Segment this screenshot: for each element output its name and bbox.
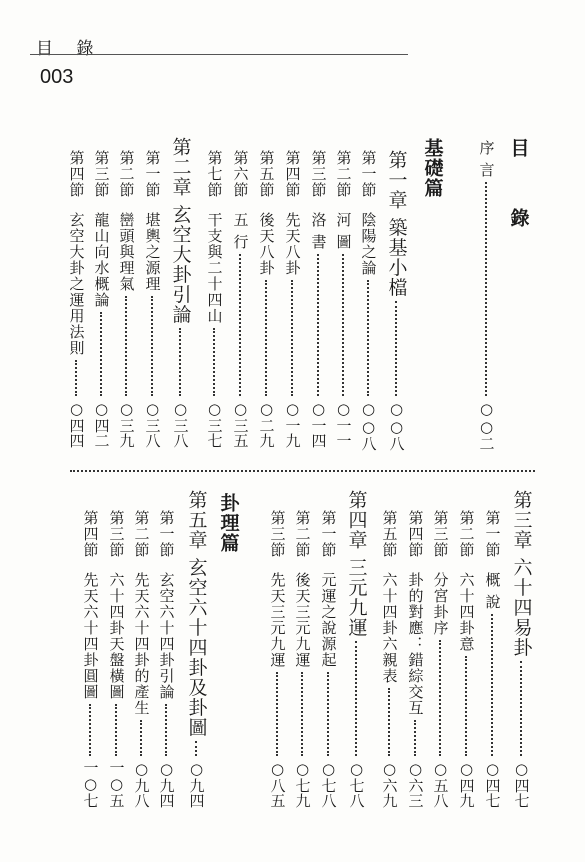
section-title: 先天八卦 <box>283 212 302 276</box>
section-label <box>134 510 149 716</box>
leader-dots <box>265 280 267 396</box>
section-label <box>361 150 376 276</box>
leader-dots <box>301 672 303 756</box>
page-number-ref: ○四四 <box>67 400 86 448</box>
page-number-ref: ○四七 <box>512 760 531 808</box>
leader-dots <box>395 301 397 396</box>
section-label <box>336 150 351 250</box>
page-header-title: 目 錄 <box>36 39 103 59</box>
section-label <box>382 510 397 684</box>
section-number: 第五節 <box>257 150 276 198</box>
page-number-ref: ○三五 <box>231 400 250 448</box>
leader-dots <box>491 614 493 756</box>
leader-dots <box>276 672 278 756</box>
section-label <box>83 510 98 700</box>
page-number-ref: ○三八 <box>171 400 190 448</box>
section-title: 卦的對應：錯綜交互 <box>406 572 425 716</box>
header-rule <box>30 54 408 55</box>
section-number: 第一節 <box>157 510 176 558</box>
section-title: 玄空六十四卦引論 <box>157 572 176 700</box>
section-number: 第六節 <box>231 150 250 198</box>
section-label <box>69 150 84 356</box>
page-number: 003 <box>40 66 74 88</box>
leader-dots <box>327 672 329 756</box>
section-title: 堪輿之源理 <box>143 212 162 292</box>
section-number: 第二節 <box>457 510 476 558</box>
section-label <box>285 150 300 276</box>
section-number: 第一節 <box>483 510 502 558</box>
leader-dots <box>465 656 467 756</box>
page-number-ref: ○六三 <box>406 760 425 808</box>
section-title: 巒頭與理氣 <box>117 212 136 292</box>
page-number-ref: ○○二 <box>477 400 496 451</box>
leader-dots <box>414 720 416 756</box>
leader-dots <box>317 254 319 396</box>
page-number-ref: ○八五 <box>268 760 287 808</box>
page-number-ref: ○九四 <box>187 760 206 808</box>
section-title: 概 說 <box>483 572 502 610</box>
page-number-ref: ○五八 <box>431 760 450 808</box>
section-number: 第二節 <box>117 150 136 198</box>
page-number-ref: ○一四 <box>309 400 328 448</box>
section-title: 先天六十四卦圓圖 <box>81 572 100 700</box>
section-label <box>119 150 134 292</box>
section-title: 陰陽之論 <box>359 212 378 276</box>
chapter-1-title: 第一章 築基小檔 <box>385 150 408 298</box>
page-number-ref: ○三八 <box>143 400 162 448</box>
chapter-2-title: 第二章 玄空大卦引論 <box>169 137 192 325</box>
section-number: 第五節 <box>380 510 399 558</box>
leader-dots <box>520 661 522 756</box>
leader-dots <box>115 704 117 756</box>
section-title: 六十四卦天盤橫圖 <box>107 572 126 700</box>
leader-dots <box>367 280 369 396</box>
page-number-ref: ○四二 <box>92 400 111 448</box>
section-number: 第三節 <box>431 510 450 558</box>
section-title: 洛 書 <box>309 212 328 250</box>
page-number-ref: ○四七 <box>483 760 502 808</box>
page-number-ref: 一○七 <box>81 760 100 808</box>
page-number-ref: ○九八 <box>132 760 151 808</box>
section-title: 後天八卦 <box>257 212 276 276</box>
section-number: 第一節 <box>319 510 338 558</box>
section-label <box>233 150 248 250</box>
section-number: 第四節 <box>81 510 100 558</box>
section-label <box>321 510 336 668</box>
leader-dots <box>213 328 215 396</box>
section-label <box>459 510 474 652</box>
section-number: 第四節 <box>283 150 302 198</box>
chapter-4-title: 第四章 三元九運 <box>345 490 368 638</box>
part-title-guali-text: 卦理篇 <box>217 493 240 553</box>
section-number: 第一節 <box>143 150 162 198</box>
page-number-ref: ○九四 <box>157 760 176 808</box>
leader-dots <box>165 704 167 756</box>
leader-dots <box>195 741 197 756</box>
leader-dots <box>75 360 77 396</box>
section-label <box>485 510 500 610</box>
section-number: 第三節 <box>309 150 328 198</box>
section-title: 干支與二十四山 <box>205 212 224 324</box>
leader-dots <box>342 254 344 396</box>
leader-dots <box>439 640 441 756</box>
section-label <box>408 510 423 716</box>
section-number: 第一節 <box>359 150 378 198</box>
section-number: 第七節 <box>205 150 224 198</box>
section-number: 第二節 <box>132 510 151 558</box>
page-number-ref: 一○五 <box>107 760 126 808</box>
page-number-ref: ○三七 <box>205 400 224 448</box>
section-number: 第三節 <box>268 510 287 558</box>
page-number-ref: ○七九 <box>293 760 312 808</box>
leader-dots <box>179 328 181 396</box>
leader-dots <box>355 641 357 756</box>
leader-dots <box>291 280 293 396</box>
section-label <box>433 510 448 636</box>
leader-dots <box>125 296 127 396</box>
leader-dots <box>89 704 91 756</box>
page-number-ref: ○六九 <box>380 760 399 808</box>
section-label <box>94 150 109 308</box>
leader-dots <box>140 720 142 756</box>
section-title: 玄空大卦之運用法則 <box>67 212 86 356</box>
section-title: 六十四卦六親表 <box>380 572 399 684</box>
section-title: 先天三元九運 <box>268 572 287 668</box>
section-label <box>270 510 285 668</box>
section-title: 河 圖 <box>334 212 353 250</box>
leader-dots <box>485 182 487 396</box>
leader-dots <box>100 312 102 396</box>
page-number-ref: ○二九 <box>257 400 276 448</box>
page-number-ref: ○七八 <box>347 760 366 808</box>
chapter-3-title: 第三章 六十四易卦 <box>510 490 533 658</box>
section-label <box>259 150 274 276</box>
page-number-ref: ○○八 <box>359 400 378 451</box>
section-number: 第三節 <box>92 150 111 198</box>
section-title: 元運之說源起 <box>319 572 338 668</box>
page-number-ref: ○一一 <box>334 400 353 448</box>
section-title: 龍山向水概論 <box>92 212 111 308</box>
leader-dots <box>388 688 390 756</box>
page-number-ref: ○一九 <box>283 400 302 448</box>
section-label <box>295 510 310 668</box>
section-number: 第四節 <box>67 150 86 198</box>
section-title: 先天六十四卦的產生 <box>132 572 151 716</box>
section-label <box>109 510 124 700</box>
section-label <box>207 150 222 324</box>
section-number: 第二節 <box>334 150 353 198</box>
section-number: 第四節 <box>406 510 425 558</box>
section-title: 分宮卦序 <box>431 572 450 636</box>
page-number-ref: ○七八 <box>319 760 338 808</box>
toc-heading-text: 目 錄 <box>507 138 530 249</box>
section-number: 第二節 <box>293 510 312 558</box>
preface-entry-title: 序 言 <box>477 140 496 178</box>
section-label <box>159 510 174 700</box>
page-number-ref: ○四九 <box>457 760 476 808</box>
section-title: 六十四卦意 <box>457 572 476 652</box>
page-number-ref: ○三九 <box>117 400 136 448</box>
section-number: 第三節 <box>107 510 126 558</box>
part-title-jichu-text: 基礎篇 <box>421 138 444 198</box>
section-title: 五 行 <box>231 212 250 250</box>
section-label <box>311 150 326 250</box>
page-number-ref: ○○八 <box>387 400 406 451</box>
section-title: 後天三元九運 <box>293 572 312 668</box>
section-label <box>145 150 160 292</box>
leader-dots <box>239 254 241 396</box>
leader-dots <box>151 296 153 396</box>
chapter-5-title: 第五章 玄空六十四卦及卦圖 <box>185 490 208 738</box>
section-divider <box>70 470 535 472</box>
